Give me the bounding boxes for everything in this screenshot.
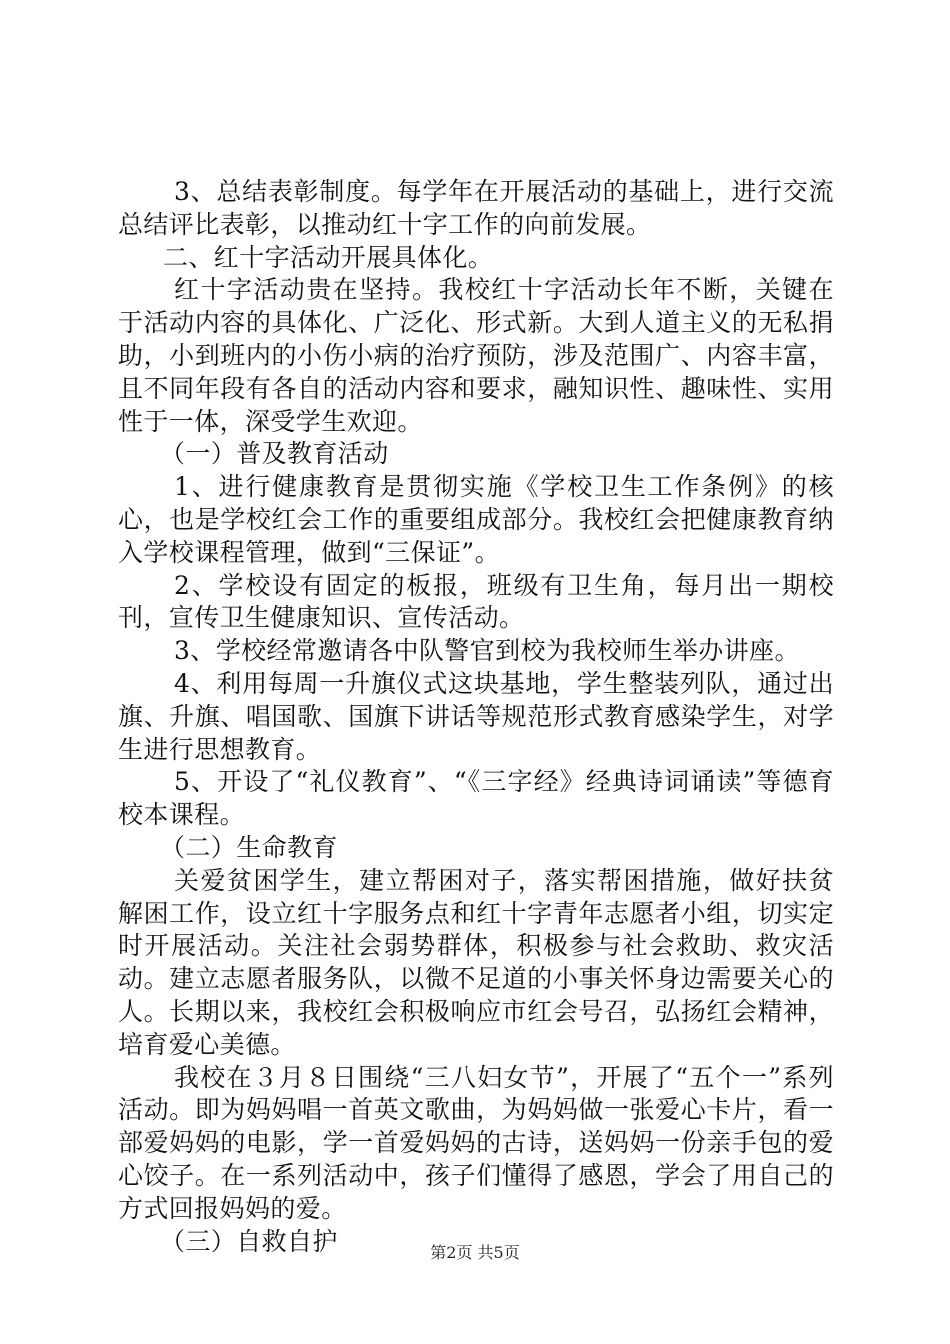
paragraph-item-1: 1、进行健康教育是贯彻实施《学校卫生工作条例》的核心，也是学校红会工作的重要组成部分。我校红会把健康教育纳入学校课程管理，做到“三保证”。 <box>118 472 834 567</box>
paragraph-womens-day: 我校在３月８日围绕“三八妇女节”，开展了“五个一”系列活动。即为妈妈唱一首英文歌曲，为妈妈做一张爱心卡片，看一部爱妈妈的电影，学一首爱妈妈的古诗，送妈妈一份亲手包的爱心饺子。在一系列活动中，孩子们懂得了感恩，学会了用自己的方式回报妈妈的爱。 <box>118 1062 834 1223</box>
paragraph-item-5: 5、开设了“礼仪教育”、“《三字经》经典诗词诵读”等德育校本课程。 <box>118 767 834 830</box>
paragraph-persistence: 红十字活动贵在坚持。我校红十字活动长年不断，关键在于活动内容的具体化、广泛化、形式新。大到人道主义的无私捐助，小到班内的小伤小病的治疗预防，涉及范围广、内容丰富，且不同年段有各自的活动内容和要求，融知识性、趣味性、实用性于一体，深受学生欢迎。 <box>118 275 834 436</box>
subsection-heading-life-education: （二）生命教育 <box>160 832 338 862</box>
subsection-heading-general-education: （一）普及教育活动 <box>160 439 389 469</box>
paragraph-commendation-system: 3、总结表彰制度。每学年在开展活动的基础上，进行交流总结评比表彰，以推动红十字工作的向前发展。 <box>118 177 834 239</box>
paragraph-item-3: 3、学校经常邀请各中队警官到校为我校师生举办讲座。 <box>174 636 800 666</box>
document-body <box>118 176 834 1258</box>
subsection-heading-self-rescue: （三）自救自护 <box>160 1226 338 1256</box>
page-number-footer: 第2页 共5页 <box>430 1243 520 1262</box>
paragraph-care-for-poor: 关爱贫困学生，建立帮困对子，落实帮困措施，做好扶贫解困工作，设立红十字服务点和红十字青年志愿者小组，切实定时开展活动。关注社会弱势群体，积极参与社会救助、救灾活动。建立志愿者服务队，以微不足道的小事关怀身边需要关心的人。长期以来，我校红会积极响应市红会号召，弘扬红会精神，培育爱心美德。 <box>118 865 834 1059</box>
section-heading-two: 二、红十字活动开展具体化。 <box>163 242 494 272</box>
paragraph-item-2: 2、学校设有固定的板报，班级有卫生角，每月出一期校刊，宣传卫生健康知识、宣传活动。 <box>118 570 834 633</box>
paragraph-item-4: 4、利用每周一升旗仪式这块基地，学生整装列队，通过出旗、升旗、唱国歌、国旗下讲话等规范形式教育感染学生，对学生进行思想教育。 <box>118 668 834 764</box>
